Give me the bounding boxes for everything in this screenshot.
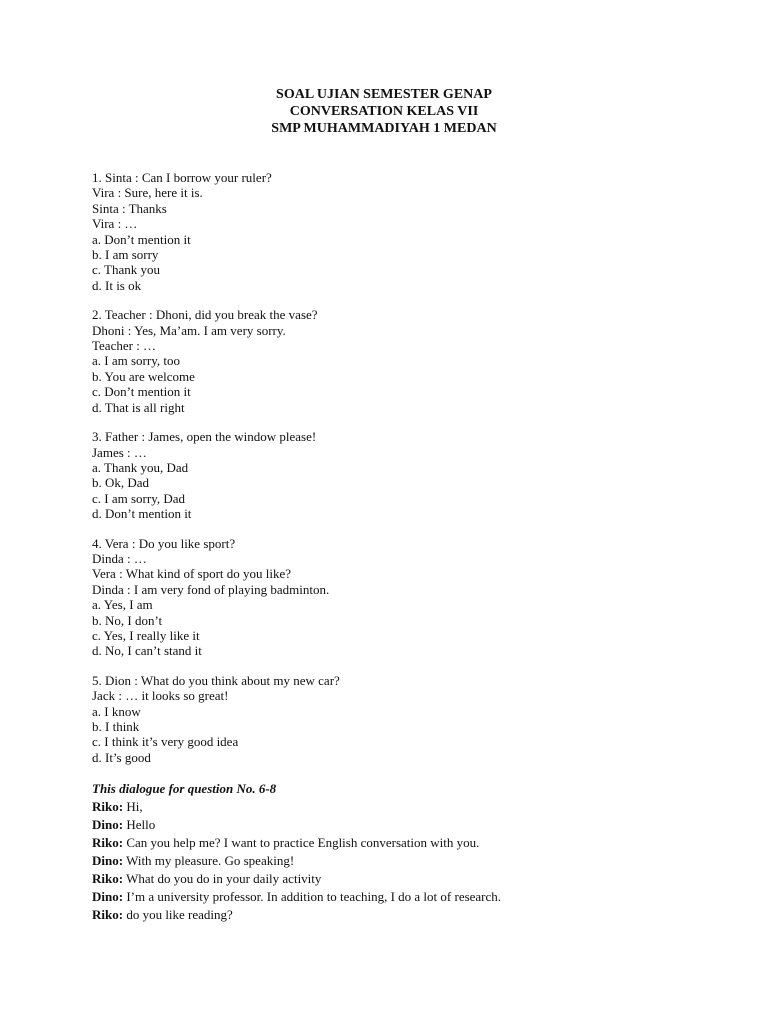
answer-option: c. Yes, I really like it <box>92 627 200 643</box>
answer-option: a. Don’t mention it <box>92 231 191 247</box>
dialogue-line <box>92 816 732 834</box>
speaker-name: Riko: <box>92 907 124 922</box>
answer-option: c. Thank you <box>92 262 160 278</box>
dialogue-line <box>92 852 732 870</box>
question-line: Jack : … it looks so great! <box>92 688 229 704</box>
question-line: Vira : Sure, here it is. <box>92 185 203 201</box>
dialogue-text: Hi, <box>123 799 143 814</box>
answer-option: c. I am sorry, Dad <box>92 490 186 506</box>
question-2 <box>92 307 712 415</box>
answer-option: c. Don’t mention it <box>92 384 191 400</box>
answer-option: d. It’s good <box>92 749 151 765</box>
dialogue-line <box>92 834 732 852</box>
answer-option: b. I think <box>92 719 140 734</box>
speaker-name: Riko: <box>92 799 124 814</box>
question-3 <box>92 429 712 521</box>
header-title: SOAL UJIAN SEMESTER GENAP <box>276 87 492 102</box>
question-line: 5. Dion : What do you think about my new car? <box>92 672 340 688</box>
question-line: Dinda : … <box>92 550 147 566</box>
dialogue-line <box>92 798 732 816</box>
answer-option: d. Don’t mention it <box>92 506 192 522</box>
answer-option: a. Yes, I am <box>92 597 153 613</box>
question-5 <box>92 673 712 765</box>
speaker-name: Riko: <box>92 835 124 850</box>
dialogue-text: Can you help me? I want to practice English conversation with you. <box>123 835 480 850</box>
answer-option: d. That is all right <box>92 399 185 415</box>
question-line: James : … <box>92 444 147 460</box>
speaker-name: Dino: <box>92 817 124 832</box>
speaker-name: Dino: <box>92 889 124 904</box>
answer-option: b. No, I don’t <box>92 612 163 628</box>
answer-option: d. It is ok <box>92 277 142 293</box>
dialogue-section <box>92 780 732 924</box>
question-line: 3. Father : James, open the window please! <box>92 429 317 445</box>
answer-option: a. I know <box>92 703 141 719</box>
answer-option: c. I think it’s very good idea <box>92 734 239 750</box>
question-line: Vira : … <box>92 216 138 232</box>
question-line: Teacher : … <box>92 338 157 354</box>
question-list <box>92 170 712 779</box>
answer-option: a. I am sorry, too <box>92 353 180 369</box>
dialogue-text: What do you do in your daily activity <box>123 871 322 886</box>
question-line: Dhoni : Yes, Ma’am. I am very sorry. <box>92 322 286 338</box>
dialogue-text: Hello <box>123 817 156 832</box>
question-4 <box>92 536 712 659</box>
header-subject: CONVERSATION KELAS VII <box>289 104 479 119</box>
answer-option: b. Ok, Dad <box>92 475 150 491</box>
question-line: 2. Teacher : Dhoni, did you break the vase? <box>92 307 318 323</box>
dialogue-line <box>92 870 732 888</box>
answer-option: d. No, I can’t stand it <box>92 643 202 659</box>
question-line: Sinta : Thanks <box>92 200 167 216</box>
dialogue-text: do you like reading? <box>123 907 233 922</box>
answer-option: a. Thank you, Dad <box>92 459 189 475</box>
dialogue-line <box>92 888 732 906</box>
dialogue-text: With my pleasure. Go speaking! <box>123 853 295 868</box>
document-header <box>0 86 768 137</box>
speaker-name: Riko: <box>92 871 124 886</box>
header-school: SMP MUHAMMADIYAH 1 MEDAN <box>271 121 497 136</box>
question-1 <box>92 170 712 293</box>
dialogue-line <box>92 906 732 924</box>
question-line: Vera : What kind of sport do you like? <box>92 566 292 582</box>
question-line: 4. Vera : Do you like sport? <box>92 535 236 551</box>
dialogue-text: I’m a university professor. In addition to teaching, I do a lot of research. <box>123 889 502 904</box>
answer-option: b. I am sorry <box>92 247 159 263</box>
question-line: 1. Sinta : Can I borrow your ruler? <box>92 170 272 185</box>
question-line: Dinda : I am very fond of playing badminton. <box>92 581 330 597</box>
dialogue-heading: This dialogue for question No. 6-8 <box>92 781 277 796</box>
speaker-name: Dino: <box>92 853 124 868</box>
answer-option: b. You are welcome <box>92 368 195 384</box>
